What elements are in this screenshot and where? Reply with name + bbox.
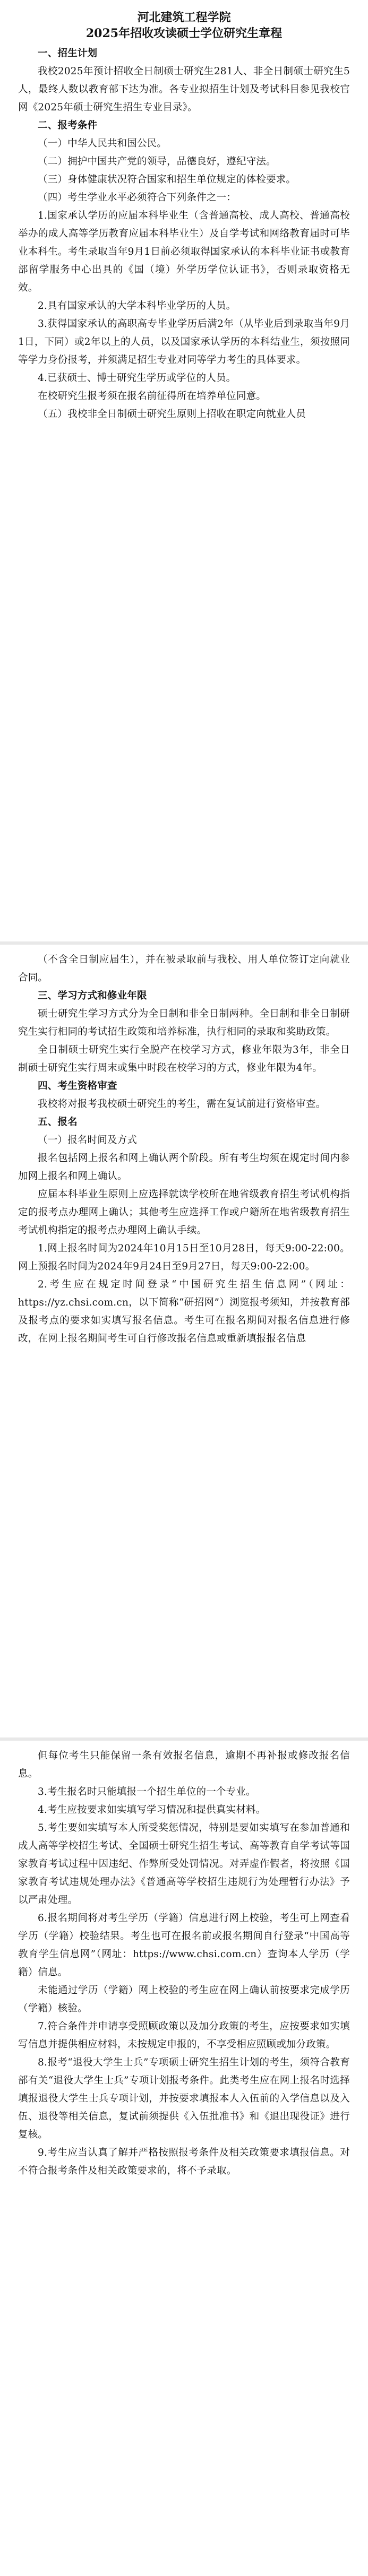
paragraph: 7.符合条件并申请享受照顾政策以及加分政策的考生，应按要求如实填写信息并提供相应材料，未按规定申报的，不享受相应照顾或加分政策。 [18,2021,350,2050]
paragraph: 6.报名期间将对考生学历（学籍）信息进行网上校验，考生可上网查看学历（学籍）校验结果。考生也可在报名前或报名期间自行登录“中国高等教育学生信息网”（网址：https://www.chsi.com.cn）查询本人学历（学籍）信息。 [18,1913,350,1978]
paragraph: 硕士研究生学习方式分为全日制和非全日制两种。全日制和非全日制研究生实行相同的考试招生政策和培养标准，执行相同的录取和奖助政策。 [18,1008,350,1038]
paragraph: 1.网上报名时间为2024年10月15日至10月28日，每天9:00-22:00。网上预报名时间为2024年9月24日至9月27日，每天9:00-22:00。 [18,1243,350,1272]
paragraph: 应届本科毕业生原则上应选择就读学校所在地省级教育招生考试机构指定的报考点办理网上确认；其他考生应选择工作或户籍所在地省级教育招生考试机构指定的报考点办理网上确认手续。 [18,1189,350,1236]
paragraph: 5.考生要如实填写本人所受奖惩情况，特别是要如实填写在参加普通和成人高等学校招生考试、全国硕士研究生招生考试、高等教育自学考试等国家教育考试过程中因违纪、作弊所受处罚情况。对弄虚作假者，将按照《国家教育考试违规处理办法》《普通高等学校招生违规行为处理暂行办法》予以严肃处理。 [18,1822,350,1906]
paragraph: 2.考生应在规定时间登录“中国研究生招生信息网”（网址：https://yz.chsi.com.cn，以下简称“研招网”）浏览报考须知，并按教育部及报考点的要求如实填写报名信息。考生可在报名期间对报名信息进行修改，在网上报名期间考生可自行修改报名信息或重新填报报名信息 [18,1279,350,1344]
paragraph: 4.已获硕士、博士研究生学历或学位的人员。 [38,373,236,384]
paragraph: 1.国家承认学历的应届本科毕业生（含普通高校、成人高校、普通高校举办的成人高等学历教育应届本科毕业生）及自学考试和网络教育届时可毕业本科生。考生录取当年9月1日前必须取得国家承认的本科毕业证书或教育部留学服务中心出具的《国（境）外学历学位认证书》，否则录取资格无效。 [18,210,350,293]
sheet-2-content [0,945,368,1348]
paragraph: （不含全日制应届生），并在被录取前与我校、用人单位签订定向就业合同。 [18,954,350,983]
sheet-1-content [0,45,368,423]
document-title-school: 河北建筑工程学院 [137,11,231,24]
paragraph: （一）中华人民共和国公民。 [38,138,167,149]
section-heading-enrollment-plan: 一、招生计划 [38,48,98,59]
paragraph: 4.考生应按要求如实填写学习情况和提供真实材料。 [38,1804,266,1816]
section-heading-qualification-review: 四、考生资格审查 [38,1080,117,1092]
document-sheet-1 [0,0,368,945]
paragraph: （四）考生学业水平必须符合下列条件之一： [38,192,237,203]
section-heading-eligibility: 二、报考条件 [38,120,98,131]
paragraph: （二）拥护中国共产党的领导，品德良好，遵纪守法。 [38,156,276,167]
paragraph: 报名包括网上报名和网上确认两个阶段。所有考生均须在规定时间内参加网上报名和网上确认。 [18,1153,350,1182]
paragraph: （一）报名时间及方式 [38,1135,138,1146]
paragraph: 3.获得国家承认的高职高专毕业学历后满2年（从毕业后到录取当年9月1日，下同）或2年以上的人员，以及国家承认学历的本科结业生，须按照同等学力身份报考，并须满足招生专业对同等学力考生的具体要求。 [18,318,350,366]
paragraph: 在校研究生报考须在报名前征得所在培养单位同意。 [38,391,267,402]
document-sheet-2 [0,945,368,1741]
paragraph: 9.考生应当认真了解并严格按照报考条件及相关政策要求填报信息。对不符合报考条件及相关政策要求的，将不予录取。 [18,2147,350,2176]
paragraph: 全日制硕士研究生实行全脱产在校学习方式，修业年限为3年，非全日制硕士研究生实行周末或集中时段在校学习的方式，修业年限为4年。 [18,1044,350,1074]
paragraph: （五）我校非全日制硕士研究生原则上招收在职定向就业人员 [38,409,306,420]
document-title-charter: 2025年招收攻读硕士学位研究生章程 [85,27,283,40]
paragraph: 未能通过学历（学籍）网上校验的考生应在网上确认前按要求完成学历（学籍）核验。 [18,1985,350,2014]
paragraph: 8.报考“退役大学生士兵”专项硕士研究生招生计划的考生，须符合教育部有关“退役大学生士兵”专项计划报考条件。此类考生应在网上报名时选择填报退役大学生士兵专项计划，并按要求填报本人入伍前的入学信息以及入伍、退役等相关信息，复试前须提供《入伍批准书》和《退出现役证》进行复核。 [18,2057,350,2140]
paragraph: 3.考生报名时只能填报一个招生单位的一个专业。 [38,1786,256,1797]
paragraph: 我校将对报考我校硕士研究生的考生，需在复试前进行资格审查。 [38,1099,326,1110]
paragraph: 我校2025年预计招收全日制硕士研究生281人、非全日制硕士研究生5人，最终人数以教育部下达为准。各专业拟招生计划及考试科目参见我校官网《2025年硕士研究生招生专业目录》。 [18,66,350,113]
paragraph: 2.具有国家承认的大学本科毕业学历的人员。 [38,300,236,312]
paragraph: 但每位考生只能保留一条有效报名信息，逾期不再补报或修改报名信息。 [18,1750,350,1779]
sheet-3-content [0,1741,368,2180]
section-heading-study-mode: 三、学习方式和修业年限 [38,990,147,1001]
paragraph: （三）身体健康状况符合国家和招生单位规定的体检要求。 [38,174,296,185]
document-sheet-3 [0,1741,368,2576]
section-heading-registration: 五、报名 [38,1117,78,1128]
